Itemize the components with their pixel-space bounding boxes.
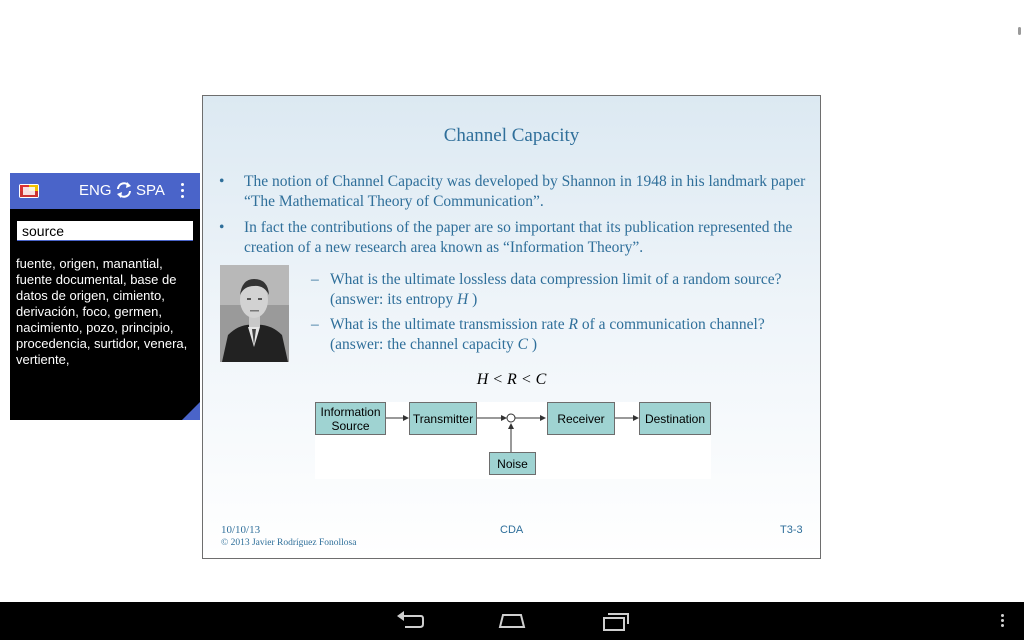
bullet-list: [219, 172, 814, 264]
slide-title: Channel Capacity: [443, 125, 580, 146]
search-input[interactable]: [17, 221, 193, 241]
source-language[interactable]: ENG: [79, 182, 112, 199]
sub-bullet-item: – What is the ultimate transmission rate R of a communication channel? (answer: the channel capacity C ): [311, 316, 765, 353]
scroll-indicator: [1018, 27, 1021, 35]
footer-copyright: © 2013 Javier Rodríguez Fonollosa: [221, 538, 357, 548]
recent-apps-icon[interactable]: [600, 610, 630, 632]
back-icon[interactable]: [395, 610, 425, 632]
footer-page-number: T3-3: [780, 524, 803, 536]
shannon-portrait: [220, 265, 289, 362]
communication-diagram: [315, 402, 711, 479]
sub-bullet-list: [311, 270, 811, 360]
bullet-item: • In fact the contributions of the paper are so important that its publication represented the creation of a new research area known as “Information Theory”.: [219, 219, 793, 256]
bullet-item: • The notion of Channel Capacity was developed by Shannon in 1948 in his landmark paper “The Mathematical Theory of Communication”.: [219, 173, 806, 210]
widget-header: [10, 173, 200, 209]
information-source-block: Information Source: [315, 402, 386, 435]
receiver-block: Receiver: [547, 402, 615, 435]
noise-block: Noise: [489, 452, 536, 475]
home-icon[interactable]: [497, 610, 527, 632]
widget-menu-icon[interactable]: [181, 183, 185, 200]
transmitter-block: Transmitter: [409, 402, 477, 435]
swap-languages-icon[interactable]: [115, 181, 133, 199]
formula: H < R < C: [476, 371, 547, 388]
sub-bullet-item: – What is the ultimate lossless data compression limit of a random source? (answer: its entropy H ): [311, 271, 782, 308]
destination-block: Destination: [639, 402, 711, 435]
footer-center: CDA: [500, 524, 524, 536]
resize-handle[interactable]: [182, 402, 200, 420]
dictionary-app-icon[interactable]: [19, 184, 39, 198]
navigation-bar: [0, 602, 1024, 640]
overflow-menu-icon[interactable]: [1001, 614, 1005, 629]
footer-date: 10/10/13: [221, 524, 261, 536]
slide: [202, 95, 821, 559]
dictionary-widget: [10, 173, 200, 420]
translation-results: fuente, origen, manantial, fuente documental, base de datos de origen, cimiento, derivación, foco, germen, nacimiento, pozo, principio, procedencia, surtidor, venera, vertiente,: [16, 256, 188, 367]
target-language[interactable]: SPA: [136, 182, 165, 199]
